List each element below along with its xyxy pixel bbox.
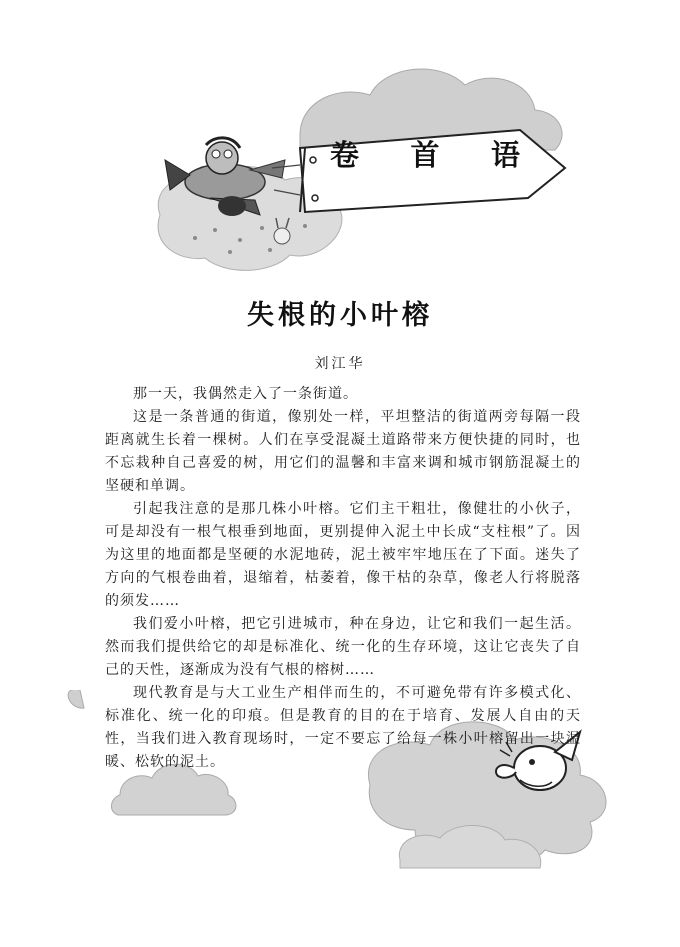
banner-char: 语 [490, 138, 520, 172]
paragraph: 我们爱小叶榕，把它引进城市，种在身边，让它和我们一起生活。然而我们提供给它的却是标准化、统一化的生存环境，这让它丧失了自己的天性，逐渐成为没有气根的榕树…… [105, 616, 581, 678]
article-title: 失根的小叶榕 [247, 300, 433, 331]
banner-heading [330, 133, 520, 174]
left-cloud [68, 690, 84, 708]
banner-char: 卷 [330, 138, 360, 172]
article-body [105, 383, 581, 774]
banner-char: 首 [410, 138, 440, 172]
paragraph: 引起我注意的是那几株小叶榕。它们主干粗壮，像健壮的小伙子，可是却没有一根气根垂到地面，更别提伸入泥土中长成“支柱根”了。因为这里的地面都是坚硬的水泥地砖，泥土被牢牢地压在了下面。迷失了方向的气根卷曲着，退缩着，枯萎着，像干枯的杂草，像老人行将脱落的须发…… [105, 501, 581, 609]
paragraph: 这是一条普通的街道，像别处一样，平坦整洁的街道两旁每隔一段距离就生长着一棵树。人们在享受混凝土道路带来方便快捷的同时，也不忘栽种自己喜爱的树，用它们的温馨和丰富来调和城市钢筋混凝土的坚硬和单调。 [105, 409, 581, 494]
paragraph: 现代教育是与大工业生产相伴而生的，不可避免带有许多模式化、标准化、统一化的印痕。但是教育的目的在于培育、发展人自由的天性，当我们进入教育现场时，一定不要忘了给每一株小叶榕留出一块温暖、松软的泥土。 [105, 685, 581, 770]
article-author: 刘江华 [314, 356, 366, 372]
banner-grommet-bottom [312, 195, 318, 201]
paragraph: 那一天，我偶然走入了一条街道。 [133, 386, 358, 402]
banner-grommet-top [310, 157, 316, 163]
